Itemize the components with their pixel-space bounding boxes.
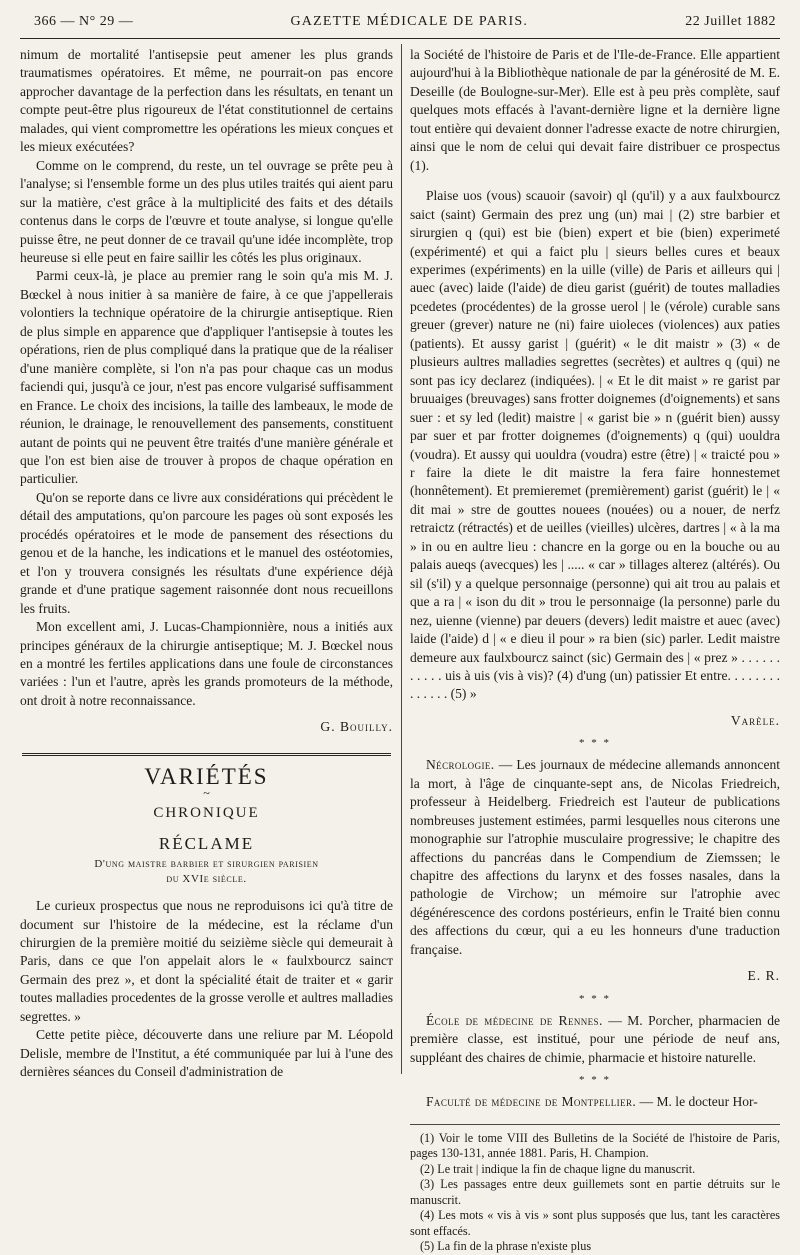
news-item [410,1093,780,1111]
paragraph: Parmi ceux-là, je place au premier rang le soin qu'a mis M. J. Bœckel à nous initier à sa manière de faire, à ce que j'appellerais volontiers la technique opératoire de la chirurgie antiseptique. Rien de plus simple en apparence que d'appliquer l'antisepsie à toutes les opérations, rien de plus compliqué dans la pratique que de la réaliser d'une manière complète, si l'on n'a pas pour chaque cas un modus faciendi qui, jusqu'à ce jour, n'est pas encore vulgarisé suffisamment en France. Le choix des incisions, la taille des lambeaux, le mode de réunion, le drainage, le renouvellement des pansements, constituent autant de points qui ne peuvent être traités d'une manière générale et que l'on est bien aise de trouver à propos de chaque opération en particulier. [20,268,393,487]
footnote: (3) Les passages entre deux guillemets sont en partie détruits sur le manuscrit. [410,1177,780,1207]
news-text: — M. le docteur Hor- [636,1094,758,1110]
section-separator [22,753,391,756]
page-number: 366 — N° 29 — [34,14,134,29]
footnote: (2) Le trait | indique la fin de chaque ligne du manuscrit. [420,1161,696,1176]
paragraph: nimum de mortalité l'antisepsie peut amener les plus grands traumatismes opératoires. Et même, ne pourrait-on pas encore approcher davantage de la perfection dans les résultats, en tenant un compte peut-être plus rigoureux de l'état constitutionnel de certains malades, qui vient compromettre les opérations les mieux conçues et les mieux exécutées? [20,47,393,155]
column-divider [401,44,402,1074]
issue-date: 22 Juillet 1882 [685,14,776,29]
header-rule [20,38,780,39]
column-heading: CHRONIQUE [153,805,260,822]
article-subtitle [20,857,393,887]
footnote: (1) Voir le tome VIII des Bulletins de la Société de l'histoire de Paris, pages 130-131, année 1881. Paris, H. Champion. [410,1130,780,1161]
subtitle-line: du XVIe siècle. [166,873,247,886]
paragraph: Mon excellent ami, J. Lucas-Championnière, nous a initiés aux principes généraux de la chirurgie antiseptique; M. J. Bœckel nous en a montré les fertiles applications dans une foule de circonstances variées : l'un et l'autre, après les grands promoteurs de la méthode, ont droit à notre reconnaissance. [20,619,393,708]
spacer [410,175,780,187]
asterism: * * * [579,1074,611,1087]
paragraph: Le curieux prospectus que nous ne reproduisons ici qu'à titre de document sur l'histoire de la médecine, est la réclame d'un chirurgien de la première moitié du seizième siècle qui demeurait à Paris, dans ce que l'on appelait alors le « faulxbourcz saincт Germain des prez », et dont la spécialité était de traiter et « garir toutes malladies procedentes de la grosse verolle et aultres malladies segrettes. » [20,898,393,1024]
journal-title: GAZETTE MÉDICALE DE PARIS. [290,14,529,29]
news-item [410,1012,780,1067]
paragraph: Cette petite pièce, découverte dans une reliure par M. Léopold Delisle, membre de l'Institut, a été communiquée par lui à l'une des dernières séances du Conseil d'administration de [20,1027,393,1080]
footnote: (4) Les mots « vis à vis » sont plus supposés que lus, tant les caractères sont effacés. [410,1208,780,1238]
author-signature: Varèle. [730,712,780,728]
paragraph: la Société de l'histoire de Paris et de l'Ile-de-France. Elle appartient aujourd'hui à la Bibliothèque nationale de par la générosité de M. E. Deseille (de Boulogne-sur-Mer). Elle est à peu près complète, sauf quelques mots effacés à l'avant-dernière ligne et la dernière ligne tout entière qui devaient donner l'adresse exacte de notre chirurgien, ainsi que le nom de celui qui devait faire distribuer ce prospectus (1). [410,47,780,173]
footnote: (5) La fin de la phrase n'existe plus [420,1239,592,1254]
author-signature: G. Bouilly. [320,719,393,735]
news-heading: École de médecine de Rennes. [426,1012,603,1028]
page-header [34,14,776,36]
article-title: RÉCLAME [158,833,255,853]
paragraph: Qu'on se reporte dans ce livre aux considérations qui précèdent le détail des amputations, qu'on parcoure les pages où sont exposés les procédés opératoires et le mode de pansement des résections du genou et de la hanche, les indications et le manuel des ostéotomies, et l'on y trouvera consignés les résultats d'une expérience déjà grande et d'une pratique sagement raisonnée dont nous recueillons les fruits. [20,489,393,616]
news-text: — Les journaux de médecine allemands annoncent la mort, à l'âge de cinquante-sept ans, de Nicolas Friedreich, professeur à Heidelberg. Friedreich est l'auteur de publications nombreuses justement estimées, parmi lesquelles nous citerons une monographie sur l'atrophie musculaire progressive; le chapitre des affections du pancréas dans le Compendium de Ziemssen; le chapitre des affections du larynx et des fosses nasales, dans la pathologie de Virchow; un mémoire sur l'atrophie avec dégénérescence des cordons postérieurs, enfin le Traité bien connu des affections du cœur, qui a eu les honneurs d'une traduction française. [410,757,780,957]
right-column [410,46,780,1255]
news-heading: Faculté de médecine de Montpellier. [426,1094,637,1110]
author-signature: E. R. [747,968,780,984]
section-heading: VARIÉTÉS [144,763,269,789]
left-column [20,46,393,1082]
paragraph: Plaise uos (vous) scauoir (savoir) ql (qu'il) y a aux faulxbourcz saict (saint) Germain des prez ung (un) mai | (2) stre barbier et sirurgien q (qui) est bie (bien) expert et bie (bien) experimeté (expérimenté) et qui a faict plu | sieurs belles cures et beaux experimes (expériments) en la uille (ville) de Paris et ailleurs qui | auec (avec) laide (l'aide) de dieu garist (guérit) de toutes malladies pcedetes (procédentes) de la grosse uerol | le (vérole) curable sans greuer (grever) nature ne (ni) faire uioleces (violences) aux paties (patients). Et aussy garist | (guérit) « le dit maistr » (3) « de plusieurs aultres malladies segrettes (secrètes) et aultres q (qui) ne sont pas icy declarez (indiquées). | « Et le dit maist » re garist par bruuaiges (breuvages) sans frotter doignemes (d'oignements) et sans suer : et sy led (ledit) maistre | « garist bie » n (guérit bien) aussy par suer et par frotter doignemes (d'oignements) q (qui) uouldra (voudra). Et aussy qui uouldra (voudra) estre (être) | « traicté pou » r faire la diete le dit maistre la fera faire honnestemet (honnêtement). Et premieremet (premièrement) garist (guérit) le | « dit mai » stre de gouttes nouees (nouées) ou a nouer, de nerfz retraictz (rétractés) et de ueilles (vieilles) ulcères, dartres | « à la ma » in ou en aultre lieu : chancre en la gorge ou en la bouche ou au palais aueqs (avecques) les | ..... « car » tillages alterez (altérés). Ou sil (s'il) y a quelque personnaige (personne) qui ait trou au palais et que a ra | « ison du dit » trou le personnaige (la personne) parle du nez, uienne (vienne) par deuers (devers) ledit maistre et auec (avec) laide (l'aide) d | « e dieu il pour » ra bien (sic) parler. Ledit maistre demeure aux faulxbourcz sainct (sic) Germain des | « prez » . . . . . . . . . . . uis à uis (vis à vis)? (4) d'ung (un) patissier Et entre. . . . . . . . . . . . . . (5) » [410,188,780,702]
asterism: * * * [579,992,611,1005]
news-heading: Nécrologie. [426,757,495,773]
subtitle-line: D'ung maistre barbier et sirurgien parisien [94,858,319,871]
paragraph: Comme on le comprend, du reste, un tel ouvrage se prête peu à l'analyse; si l'ensemble forme un des plus utiles traités qui aient paru sur la matière, c'est grâce à la multiplicité des faits et des détails contenus dans le corps de l'œuvre et toute analyse, si longue qu'elle puisse être, ne peut donner de ce travail qu'une idée incomplète, trop heureuse si elle peut en faire saillir les côtés les plus originaux. [20,157,393,265]
news-item [410,756,780,959]
news-text: — M. Porcher, pharmacien de première classe, est institué, pour une période de neuf ans, suppléant des chaires de chimie, pharmacie et histoire naturelle. [410,1012,780,1065]
footnote-rule [410,1124,780,1125]
footnotes [410,1131,780,1255]
asterism: * * * [579,737,611,750]
ornament: ~ [203,786,210,801]
